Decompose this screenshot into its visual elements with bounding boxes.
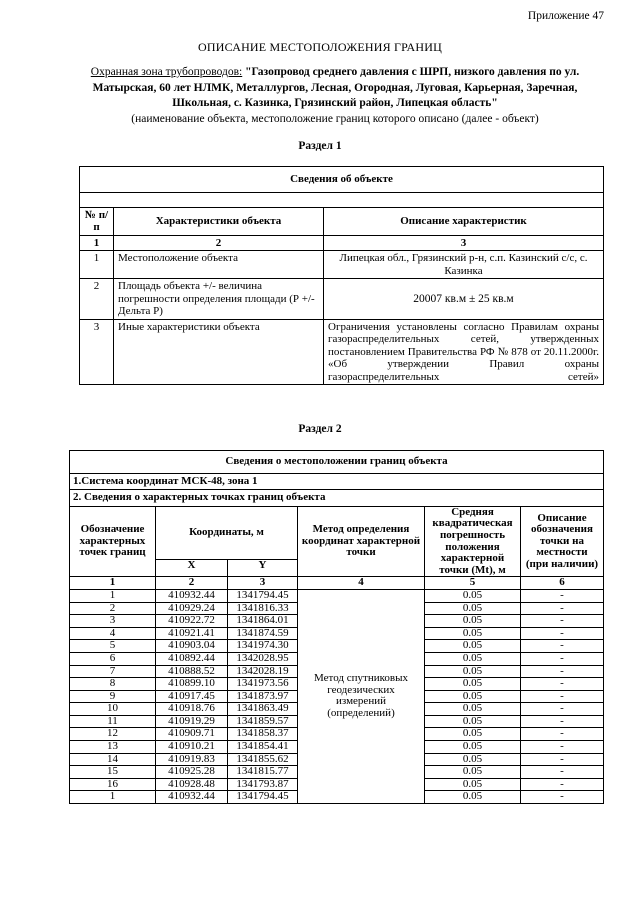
row-description: Ограничения установлены согласно Правилам охраны газораспределительных сетей, утвержденных постановлением Правительства РФ № 878 от 20.11.2000г. «Об утверждении Правил охраны газораспределительных сетей» <box>324 319 604 385</box>
point-error: 0.05 <box>425 627 521 640</box>
point-number: 4 <box>70 627 156 640</box>
point-error: 0.05 <box>425 703 521 716</box>
point-x: 410888.52 <box>156 665 228 678</box>
point-number: 13 <box>70 741 156 754</box>
point-description: - <box>521 615 604 628</box>
point-description: - <box>521 715 604 728</box>
point-y: 1341855.62 <box>228 753 298 766</box>
point-x: 410922.72 <box>156 615 228 628</box>
column-numbers-row <box>70 577 604 590</box>
point-y: 1341874.59 <box>228 627 298 640</box>
point-description: - <box>521 678 604 691</box>
table-row <box>70 589 604 602</box>
header-designation: Обозначение характерных точек границ <box>70 506 156 577</box>
method-value: Метод спутниковых геодезических измерений (определений) <box>298 589 425 803</box>
point-x: 410932.44 <box>156 791 228 804</box>
point-number: 10 <box>70 703 156 716</box>
table-row <box>80 279 604 320</box>
row-characteristic: Площадь объекта +/- величина погрешности определения площади (Р +/- Дельта Р) <box>114 279 324 320</box>
point-number: 1 <box>70 589 156 602</box>
point-x: 410892.44 <box>156 652 228 665</box>
point-number: 15 <box>70 766 156 779</box>
table-spacer-row <box>80 192 604 207</box>
table-header-row <box>70 506 604 559</box>
coordinate-system: 1.Система координат МСК-48, зона 1 <box>70 473 604 490</box>
table-row <box>80 319 604 385</box>
point-y: 1341854.41 <box>228 741 298 754</box>
point-error: 0.05 <box>425 640 521 653</box>
object-prefix: Охранная зона трубопроводов: <box>90 66 243 78</box>
point-error: 0.05 <box>425 766 521 779</box>
object-description <box>70 65 600 127</box>
col-num-2: 2 <box>156 577 228 590</box>
point-description: - <box>521 627 604 640</box>
col-num-3: 3 <box>228 577 298 590</box>
row-number: 2 <box>80 279 114 320</box>
point-description: - <box>521 703 604 716</box>
table-title-row <box>80 167 604 193</box>
col-num-6: 6 <box>521 577 604 590</box>
point-number: 16 <box>70 778 156 791</box>
point-description: - <box>521 690 604 703</box>
point-error: 0.05 <box>425 589 521 602</box>
header-y: Y <box>228 559 298 577</box>
point-y: 1341815.77 <box>228 766 298 779</box>
point-y: 1341974.30 <box>228 640 298 653</box>
point-number: 8 <box>70 678 156 691</box>
row-number: 3 <box>80 319 114 385</box>
point-y: 1341973.56 <box>228 678 298 691</box>
point-description: - <box>521 640 604 653</box>
object-caption: (наименование объекта, местоположение границ которого описано (далее - объект) <box>131 112 539 125</box>
point-y: 1341863.49 <box>228 703 298 716</box>
point-number: 2 <box>70 602 156 615</box>
point-error: 0.05 <box>425 715 521 728</box>
subtitle-row <box>70 490 604 507</box>
header-point-description: Описание обозначения точки на местности (при наличии) <box>521 506 604 577</box>
point-description: - <box>521 665 604 678</box>
table-header-row <box>80 207 604 235</box>
point-x: 410903.04 <box>156 640 228 653</box>
header-description: Описание характеристик <box>324 207 604 235</box>
point-description: - <box>521 602 604 615</box>
header-error: Средняя квадратическая погрешность положения характерной точки (Mt), м <box>425 506 521 577</box>
header-coordinates: Координаты, м <box>156 506 298 559</box>
point-error: 0.05 <box>425 652 521 665</box>
row-description: Липецкая обл., Грязинский р-н, с.п. Казинский с/с, с. Казинка <box>324 251 604 279</box>
row-characteristic: Иные характеристики объекта <box>114 319 324 385</box>
point-x: 410910.21 <box>156 741 228 754</box>
point-number: 14 <box>70 753 156 766</box>
point-number: 5 <box>70 640 156 653</box>
point-description: - <box>521 589 604 602</box>
section-1-title: Раздел 1 <box>298 140 342 152</box>
point-error: 0.05 <box>425 778 521 791</box>
point-x: 410929.24 <box>156 602 228 615</box>
point-x: 410932.44 <box>156 589 228 602</box>
document-title: ОПИСАНИЕ МЕСТОПОЛОЖЕНИЯ ГРАНИЦ <box>198 40 442 54</box>
point-y: 1341816.33 <box>228 602 298 615</box>
point-x: 410921.41 <box>156 627 228 640</box>
object-info-table <box>79 166 604 385</box>
point-number: 1 <box>70 791 156 804</box>
point-error: 0.05 <box>425 690 521 703</box>
point-error: 0.05 <box>425 791 521 804</box>
point-description: - <box>521 778 604 791</box>
table-row <box>80 251 604 279</box>
header-method: Метод определения координат характерной точки <box>298 506 425 577</box>
point-number: 12 <box>70 728 156 741</box>
appendix-number: Приложение 47 <box>527 10 604 22</box>
points-subtitle: 2. Сведения о характерных точках границ объекта <box>70 490 604 507</box>
object-name: "Газопровод среднего давления с ШРП, низкого давления по ул. Матырская, 60 лет НЛМК, Металлургов, Лесная, Огородная, Луговая, Карьерная, Заречная, Школьная, с. Казинка, Грязинский район, Липецкая область" <box>92 66 580 109</box>
point-y: 1341793.87 <box>228 778 298 791</box>
col-num-1: 1 <box>80 235 114 251</box>
point-y: 1341873.97 <box>228 690 298 703</box>
column-numbers-row <box>80 235 604 251</box>
point-number: 11 <box>70 715 156 728</box>
point-number: 9 <box>70 690 156 703</box>
point-number: 6 <box>70 652 156 665</box>
point-y: 1341794.45 <box>228 589 298 602</box>
point-x: 410928.48 <box>156 778 228 791</box>
point-x: 410919.29 <box>156 715 228 728</box>
boundary-table-title: Сведения о местоположении границ объекта <box>70 451 604 474</box>
point-description: - <box>521 728 604 741</box>
row-number: 1 <box>80 251 114 279</box>
point-error: 0.05 <box>425 602 521 615</box>
point-error: 0.05 <box>425 728 521 741</box>
point-description: - <box>521 753 604 766</box>
col-num-5: 5 <box>425 577 521 590</box>
point-y: 1341864.01 <box>228 615 298 628</box>
row-characteristic: Местоположение объекта <box>114 251 324 279</box>
table-title-row <box>70 451 604 474</box>
point-x: 410909.71 <box>156 728 228 741</box>
point-y: 1342028.95 <box>228 652 298 665</box>
point-y: 1341858.37 <box>228 728 298 741</box>
object-info-table-title: Сведения об объекте <box>80 167 604 193</box>
point-description: - <box>521 652 604 665</box>
point-y: 1341794.45 <box>228 791 298 804</box>
point-y: 1341859.57 <box>228 715 298 728</box>
header-x: X <box>156 559 228 577</box>
point-description: - <box>521 791 604 804</box>
point-x: 410899.10 <box>156 678 228 691</box>
section-2-title: Раздел 2 <box>298 423 342 435</box>
col-num-4: 4 <box>298 577 425 590</box>
coord-system-row <box>70 473 604 490</box>
point-x: 410925.28 <box>156 766 228 779</box>
point-description: - <box>521 766 604 779</box>
row-description: 20007 кв.м ± 25 кв.м <box>324 279 604 320</box>
point-error: 0.05 <box>425 665 521 678</box>
point-error: 0.05 <box>425 678 521 691</box>
header-characteristic: Характеристики объекта <box>114 207 324 235</box>
point-x: 410917.45 <box>156 690 228 703</box>
col-num-2: 2 <box>114 235 324 251</box>
point-x: 410919.83 <box>156 753 228 766</box>
col-num-1: 1 <box>70 577 156 590</box>
col-num-3: 3 <box>324 235 604 251</box>
point-error: 0.05 <box>425 741 521 754</box>
point-error: 0.05 <box>425 615 521 628</box>
point-error: 0.05 <box>425 753 521 766</box>
header-number: № п/п <box>80 207 114 235</box>
point-x: 410918.76 <box>156 703 228 716</box>
point-number: 7 <box>70 665 156 678</box>
point-description: - <box>521 741 604 754</box>
point-y: 1342028.19 <box>228 665 298 678</box>
point-number: 3 <box>70 615 156 628</box>
boundary-points-table <box>69 450 604 804</box>
